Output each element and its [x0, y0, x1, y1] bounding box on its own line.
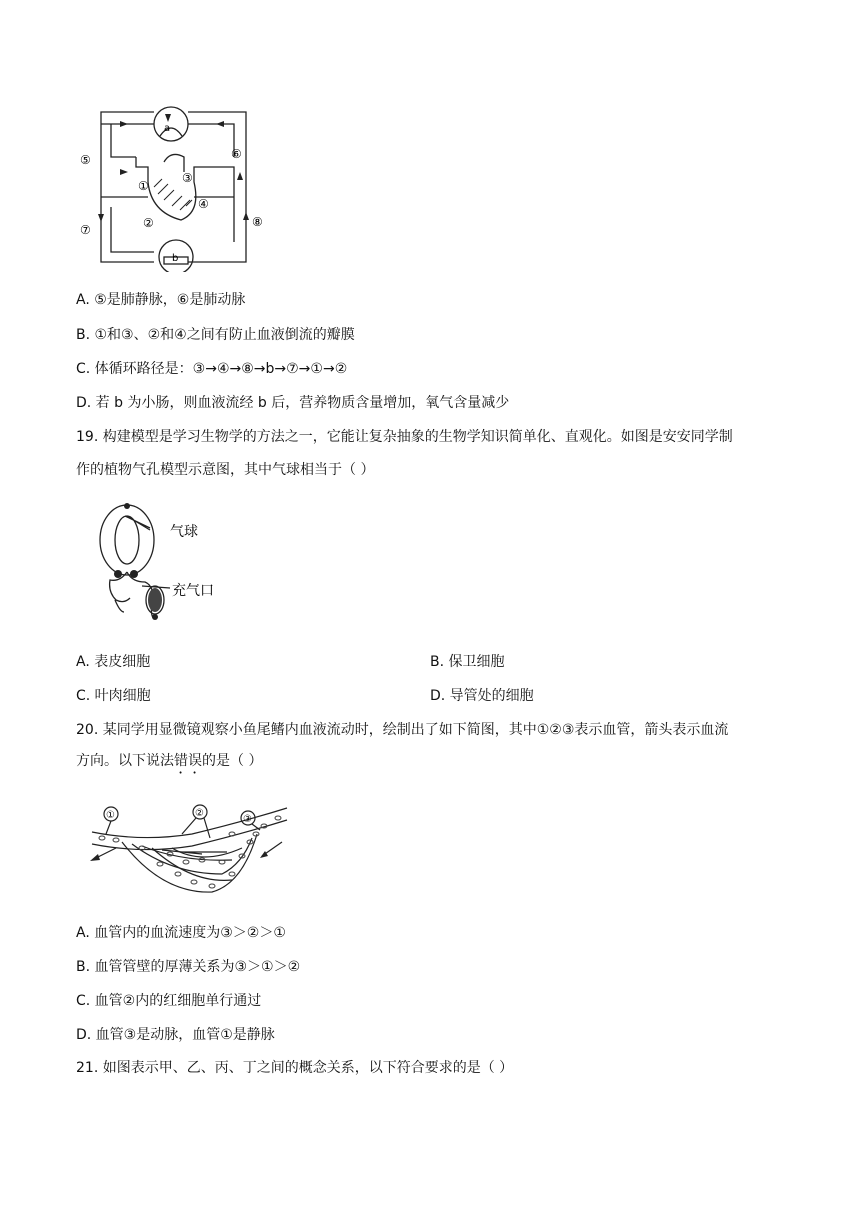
q20-stem-emphasis: 错误 [174, 753, 202, 769]
balloon-label: 气球 [170, 524, 198, 540]
q20-option-b: B. 血管管壁的厚薄关系为③＞①＞② [76, 959, 301, 975]
q21-stem: 21. 如图表示甲、乙、丙、丁之间的概念关系，以下符合要求的是（ ） [76, 1060, 514, 1076]
q20-stem-line1: 20. 某同学用显微镜观察小鱼尾鳍内血液流动时，绘制出了如下简图，其中①②③表示血管，箭头表示血流 [76, 722, 729, 738]
q20-stem-post: 的是（ ） [202, 753, 263, 769]
q20-option-a: A. 血管内的血流速度为③＞②＞① [76, 925, 286, 941]
q19-option-b: B. 保卫细胞 [430, 654, 505, 670]
q18-option-d: D. 若 b 为小肠，则血液流经 b 后，营养物质含量增加，氧气含量减少 [76, 395, 510, 411]
inlet-label: 充气口 [172, 583, 214, 599]
q19-option-d: D. 导管处的细胞 [430, 688, 534, 704]
label-8: ⑧ [252, 215, 263, 229]
q18-option-c: C. 体循环路径是：③→④→⑧→b→⑦→①→② [76, 361, 348, 377]
circulation-diagram [76, 102, 276, 272]
q19-option-c: C. 叶肉细胞 [76, 688, 151, 704]
capillary-diagram [82, 804, 292, 904]
q20-option-c: C. 血管②内的红细胞单行通过 [76, 993, 262, 1009]
q20-option-d: D. 血管③是动脉，血管①是静脉 [76, 1027, 275, 1043]
label-7: ⑦ [80, 223, 91, 237]
label-5: ⑤ [80, 153, 91, 167]
label-2: ② [143, 216, 154, 230]
q19-option-a: A. 表皮细胞 [76, 654, 151, 670]
label-6: ⑥ [231, 147, 242, 161]
vessel-label-2: ② [195, 808, 204, 819]
q19-stem-line1: 19. 构建模型是学习生物学的方法之一，它能让复杂抽象的生物学知识简单化、直观化。如图是安安同学制 [76, 429, 733, 445]
q20-stem-pre: 方向。以下说法 [76, 753, 174, 769]
q19-stem-line2: 作的植物气孔模型示意图，其中气球相当于（ ） [76, 462, 375, 478]
q20-stem-line2 [76, 751, 262, 777]
stomata-model-diagram [90, 500, 240, 628]
label-4: ④ [198, 197, 209, 211]
vessel-label-1: ① [106, 810, 115, 821]
label-3: ③ [182, 171, 193, 185]
label-b: b [172, 253, 179, 264]
q18-option-b: B. ①和③、②和④之间有防止血液倒流的瓣膜 [76, 327, 355, 343]
q18-option-a: A. ⑤是肺静脉，⑥是肺动脉 [76, 292, 246, 308]
label-a: a [164, 123, 171, 134]
label-1: ① [138, 179, 149, 193]
vessel-label-3: ③ [243, 814, 252, 825]
